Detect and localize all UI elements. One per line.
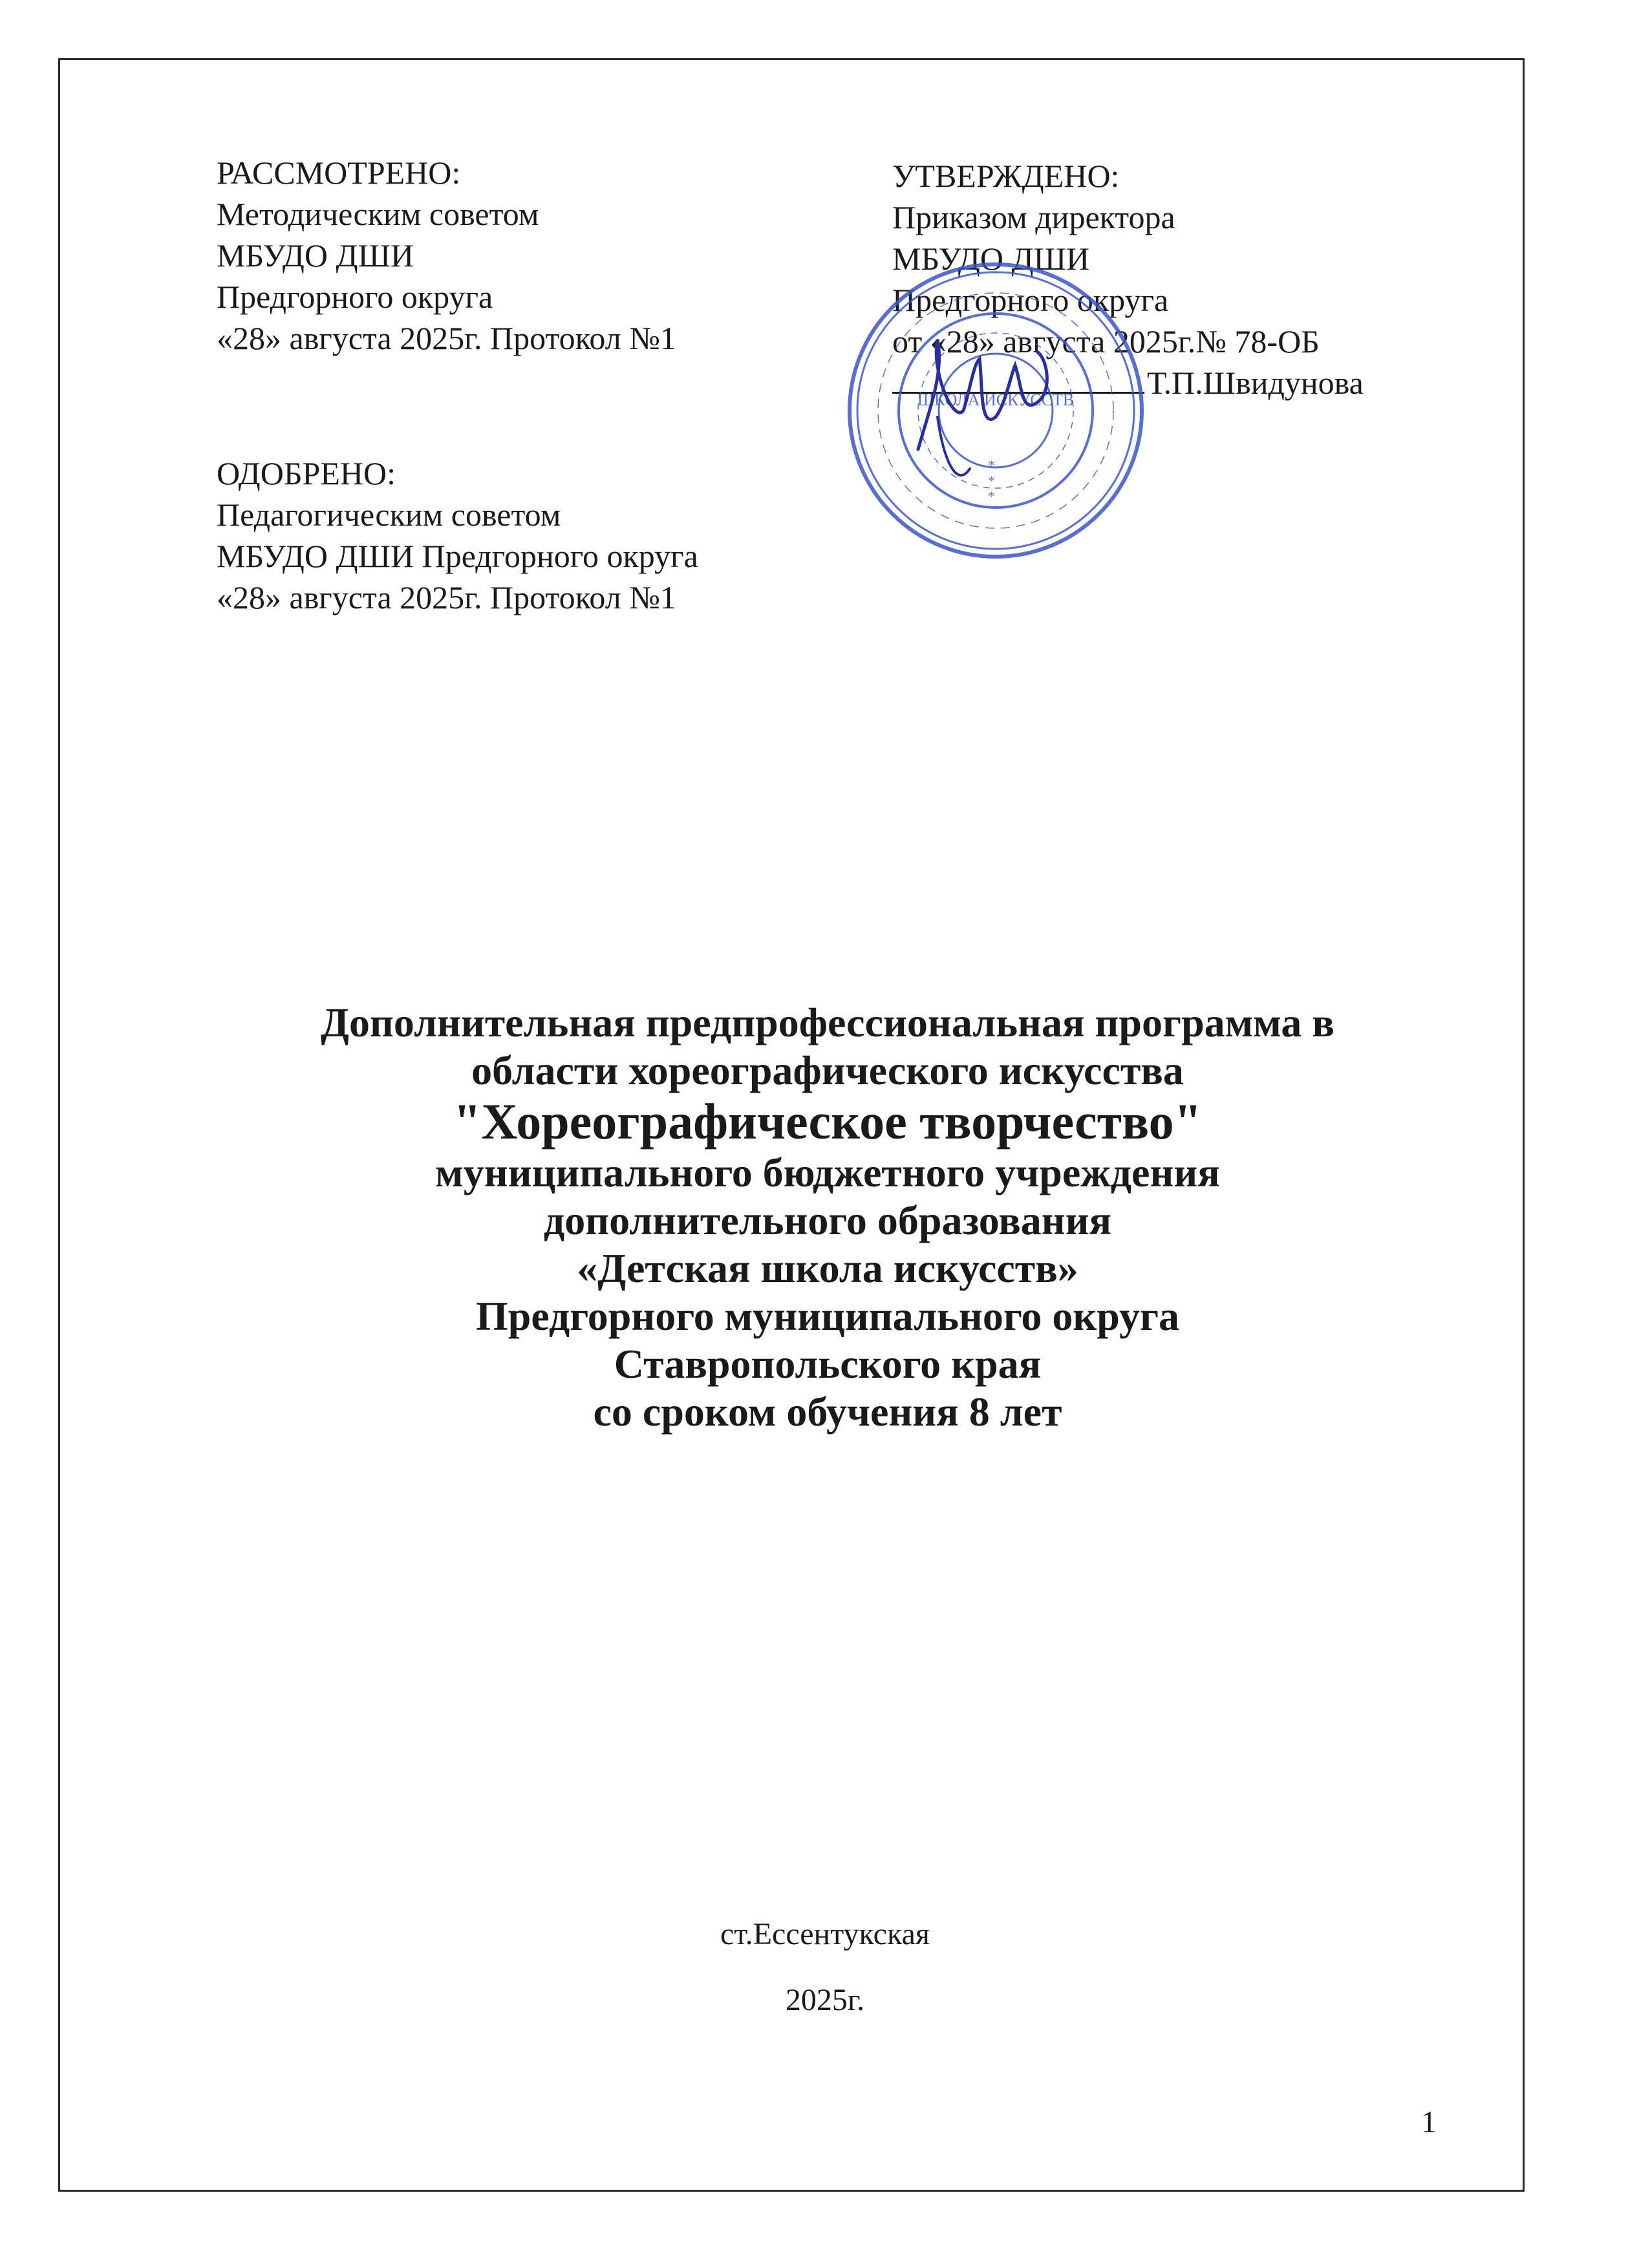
title-line-8: Ставропольского края	[614, 1341, 1042, 1387]
considered-line-2: МБУДО ДШИ	[217, 237, 414, 273]
considered-line-1: Методическим советом	[217, 196, 539, 232]
approved-line-1: Приказом директора	[892, 199, 1175, 235]
considered-heading: РАССМОТРЕНО:	[217, 155, 461, 191]
endorsed-line-2: МБУДО ДШИ Предгорного округа	[217, 538, 698, 574]
year: 2025г.	[785, 1983, 865, 2017]
title-line-4: муниципального бюджетного учреждения	[435, 1150, 1220, 1195]
signatory-name: Т.П.Швидунова	[1147, 365, 1364, 401]
title-line-9: со сроком обучения 8 лет	[593, 1389, 1062, 1435]
svg-text:*: *	[988, 488, 995, 504]
approved-heading: УТВЕРЖДЕНО:	[892, 158, 1120, 194]
title-line-5: дополнительного образования	[543, 1197, 1112, 1243]
title-line-6: «Детская школа искусств»	[577, 1245, 1078, 1291]
endorsed-line-3: «28» августа 2025г. Протокол №1	[217, 579, 676, 615]
official-stamp	[841, 255, 1151, 566]
approved-line-3: Предгорного округа	[892, 282, 1169, 318]
title-line-1: Дополнительная предпрофессиональная программа в	[321, 1000, 1334, 1045]
considered-line-4: «28» августа 2025г. Протокол №1	[217, 320, 676, 356]
approved-line-4: от «28» августа 2025г.№ 78-ОБ	[892, 323, 1320, 359]
title-line-3: "Хореографическое творчество"	[453, 1093, 1202, 1150]
svg-text:*: *	[988, 457, 995, 473]
considered-line-3: Предгорного округа	[217, 279, 493, 315]
place-name: ст.Ессентукская	[720, 1917, 930, 1951]
title-line-2: области хореографического искусства	[471, 1047, 1184, 1093]
stamp-center-text: ШКОЛА ИСКУССТВ	[917, 390, 1075, 409]
program-title	[103, 999, 1552, 1436]
considered-block	[217, 152, 676, 359]
page-number: 1	[1421, 2105, 1437, 2139]
title-line-7: Предгорного муниципального округа	[475, 1293, 1180, 1339]
endorsed-line-1: Педагогическим советом	[217, 497, 561, 533]
approved-line-2: МБУДО ДШИ	[892, 241, 1090, 277]
endorsed-heading: ОДОБРЕНО:	[217, 455, 396, 491]
svg-text:*: *	[988, 473, 995, 489]
endorsed-block	[217, 453, 698, 618]
